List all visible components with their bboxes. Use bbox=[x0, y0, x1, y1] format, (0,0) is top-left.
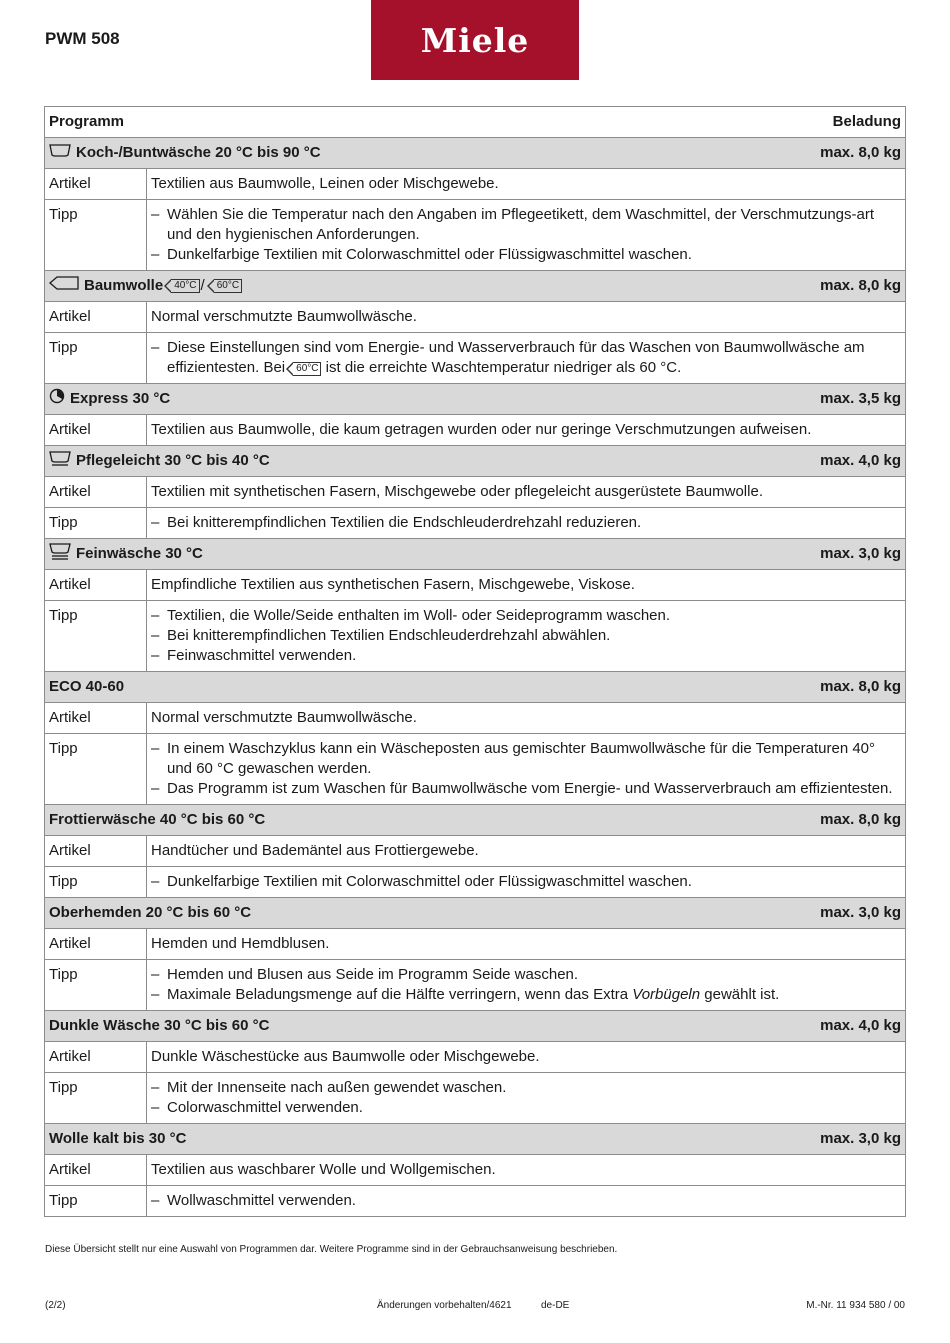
program-header-wolle-kalt bbox=[45, 1124, 906, 1155]
tipp-row bbox=[45, 1073, 906, 1124]
program-header-koch-buntwaesche bbox=[45, 138, 906, 169]
artikel-label: Artikel bbox=[45, 703, 147, 734]
artikel-row bbox=[45, 836, 906, 867]
tipp-label: Tipp bbox=[45, 601, 147, 672]
tipp-label: Tipp bbox=[45, 508, 147, 539]
program-load: max. 8,0 kg bbox=[820, 811, 901, 828]
program-load: max. 4,0 kg bbox=[820, 452, 901, 469]
footer-changes: Änderungen vorbehalten/4621 bbox=[377, 1300, 512, 1311]
program-header-dunkle-waesche bbox=[45, 1011, 906, 1042]
miele-logo: Miele bbox=[371, 0, 579, 80]
tipp-label: Tipp bbox=[45, 867, 147, 898]
tub-icon bbox=[49, 143, 71, 163]
model-name: PWM 508 bbox=[45, 29, 120, 48]
column-header-load: Beladung bbox=[832, 113, 901, 130]
footer-language: de-DE bbox=[541, 1300, 570, 1311]
artikel-text: Textilien aus waschbarer Wolle und Wollgemischen. bbox=[147, 1155, 906, 1186]
artikel-label: Artikel bbox=[45, 1155, 147, 1186]
column-header-program: Programm bbox=[49, 113, 125, 130]
tipp-item: – Hemden und Blusen aus Seide im Programm Seide waschen. bbox=[151, 966, 579, 983]
footer-page-number: (2/2) bbox=[45, 1300, 66, 1311]
tipp-item: – Colorwaschmittel verwenden. bbox=[151, 1099, 363, 1116]
program-name: Oberhemden 20 °C bis 60 °C bbox=[49, 904, 252, 921]
program-load: max. 8,0 kg bbox=[820, 277, 901, 294]
tipp-row bbox=[45, 867, 906, 898]
artikel-row bbox=[45, 302, 906, 333]
artikel-label: Artikel bbox=[45, 477, 147, 508]
program-load: max. 3,0 kg bbox=[820, 1130, 901, 1147]
tipp-item: – Diese Einstellungen sind vom Energie- und Wasserverbrauch für das Waschen von Baumwollwäsche am effizientesten. Bei 60°C ist die erreichte Waschtemperatur niedriger als 60 °C. bbox=[151, 339, 865, 376]
program-load: max. 4,0 kg bbox=[820, 1017, 901, 1034]
tipp-item: – Bei knitterempfindlichen Textilien die Endschleuderdrehzahl reduzieren. bbox=[151, 514, 642, 531]
tipp-row bbox=[45, 601, 906, 672]
program-header-baumwolle bbox=[45, 271, 906, 302]
artikel-row bbox=[45, 570, 906, 601]
tipp-row bbox=[45, 200, 906, 271]
footer-document-number: M.-Nr. 11 934 580 / 00 bbox=[806, 1300, 905, 1311]
tipp-label: Tipp bbox=[45, 200, 147, 271]
tipp-item: – Mit der Innenseite nach außen gewendet waschen. bbox=[151, 1079, 507, 1096]
temp-60-icon: 60°C bbox=[214, 279, 242, 293]
program-load: max. 8,0 kg bbox=[820, 144, 901, 161]
temp-40-icon: 40°C bbox=[171, 279, 199, 293]
program-name: Baumwolle bbox=[84, 277, 164, 294]
tipp-row bbox=[45, 333, 906, 384]
tipp-item: – Das Programm ist zum Waschen für Baumwollwäsche vom Energie- und Wasserverbrauch am effizientesten. bbox=[151, 780, 893, 797]
artikel-label: Artikel bbox=[45, 836, 147, 867]
tipp-item: – Maximale Beladungsmenge auf die Hälfte verringern, wenn das Extra Vorbügeln gewählt ist. bbox=[151, 986, 780, 1003]
tipp-label: Tipp bbox=[45, 333, 147, 384]
program-header-pflegeleicht bbox=[45, 446, 906, 477]
artikel-text: Dunkle Wäschestücke aus Baumwolle oder Mischgewebe. bbox=[147, 1042, 906, 1073]
easy-care-tub-icon bbox=[49, 450, 71, 472]
artikel-label: Artikel bbox=[45, 570, 147, 601]
program-name: Feinwäsche 30 °C bbox=[76, 545, 203, 562]
artikel-row bbox=[45, 477, 906, 508]
program-name: Koch-/Buntwäsche 20 °C bis 90 °C bbox=[76, 144, 321, 161]
artikel-label: Artikel bbox=[45, 929, 147, 960]
tipp-item: – Bei knitterempfindlichen Textilien Endschleuderdrehzahl abwählen. bbox=[151, 627, 611, 644]
program-load: max. 3,0 kg bbox=[820, 904, 901, 921]
tipp-item: – Wählen Sie die Temperatur nach den Angaben im Pflegeetikett, dem Waschmittel, der Verschmutzungs-art und den hygienischen Anforderungen. bbox=[151, 206, 875, 243]
program-name: Pflegeleicht 30 °C bis 40 °C bbox=[76, 452, 270, 469]
express-clock-icon bbox=[49, 388, 65, 410]
artikel-text: Hemden und Hemdblusen. bbox=[147, 929, 906, 960]
program-header-eco-40-60 bbox=[45, 672, 906, 703]
tipp-item: – In einem Waschzyklus kann ein Wäscheposten aus gemischter Baumwollwäsche für die Temperaturen 40° und 60 °C gewaschen werden. bbox=[151, 740, 876, 777]
program-header-express bbox=[45, 384, 906, 415]
program-name: Express 30 °C bbox=[70, 390, 171, 407]
cotton-tag-icon bbox=[49, 276, 79, 296]
artikel-label: Artikel bbox=[45, 415, 147, 446]
program-load: max. 8,0 kg bbox=[820, 678, 901, 695]
tipp-row bbox=[45, 734, 906, 805]
artikel-text: Textilien aus Baumwolle, Leinen oder Mischgewebe. bbox=[147, 169, 906, 200]
tipp-item: – Wollwaschmittel verwenden. bbox=[151, 1192, 356, 1209]
program-name: Wolle kalt bis 30 °C bbox=[49, 1130, 187, 1147]
program-header-frottierwaesche bbox=[45, 805, 906, 836]
artikel-row bbox=[45, 169, 906, 200]
tipp-item: – Dunkelfarbige Textilien mit Colorwaschmittel oder Flüssigwaschmittel waschen. bbox=[151, 246, 692, 263]
tipp-label: Tipp bbox=[45, 1073, 147, 1124]
program-name: Dunkle Wäsche 30 °C bis 60 °C bbox=[49, 1017, 270, 1034]
artikel-label: Artikel bbox=[45, 1042, 147, 1073]
artikel-label: Artikel bbox=[45, 302, 147, 333]
program-table bbox=[44, 106, 906, 1217]
artikel-text: Normal verschmutzte Baumwollwäsche. bbox=[147, 703, 906, 734]
tipp-item: – Textilien, die Wolle/Seide enthalten im Woll- oder Seideprogramm waschen. bbox=[151, 607, 671, 624]
artikel-text: Textilien aus Baumwolle, die kaum getragen wurden oder nur geringe Verschmutzungen aufweisen. bbox=[147, 415, 906, 446]
temp-60-icon: 60°C bbox=[293, 362, 321, 376]
artikel-text: Handtücher und Bademäntel aus Frottiergewebe. bbox=[147, 836, 906, 867]
tipp-item: – Dunkelfarbige Textilien mit Colorwaschmittel oder Flüssigwaschmittel waschen. bbox=[151, 873, 692, 890]
program-name: Frottierwäsche 40 °C bis 60 °C bbox=[49, 811, 266, 828]
artikel-text: Normal verschmutzte Baumwollwäsche. bbox=[147, 302, 906, 333]
program-header-oberhemden bbox=[45, 898, 906, 929]
artikel-text: Empfindliche Textilien aus synthetischen Fasern, Mischgewebe, Viskose. bbox=[147, 570, 906, 601]
tipp-row bbox=[45, 960, 906, 1011]
tipp-item: – Feinwaschmittel verwenden. bbox=[151, 647, 357, 664]
tipp-row bbox=[45, 1186, 906, 1217]
artikel-row bbox=[45, 703, 906, 734]
artikel-row bbox=[45, 1155, 906, 1186]
program-load: max. 3,5 kg bbox=[820, 390, 901, 407]
artikel-row bbox=[45, 415, 906, 446]
artikel-row bbox=[45, 929, 906, 960]
artikel-row bbox=[45, 1042, 906, 1073]
tipp-label: Tipp bbox=[45, 960, 147, 1011]
program-load: max. 3,0 kg bbox=[820, 545, 901, 562]
program-name: ECO 40-60 bbox=[49, 678, 125, 695]
tipp-label: Tipp bbox=[45, 734, 147, 805]
program-header-feinwaesche bbox=[45, 539, 906, 570]
table-header-row bbox=[45, 107, 906, 138]
artikel-label: Artikel bbox=[45, 169, 147, 200]
tipp-label: Tipp bbox=[45, 1186, 147, 1217]
artikel-text: Textilien mit synthetischen Fasern, Mischgewebe oder pflegeleicht ausgerüstete Baumwolle. bbox=[147, 477, 906, 508]
overview-note: Diese Übersicht stellt nur eine Auswahl von Programmen dar. Weitere Programme sind in der Gebrauchsanweisung beschrieben. bbox=[45, 1244, 618, 1255]
tipp-row bbox=[45, 508, 906, 539]
tag-separator: / bbox=[200, 277, 205, 294]
delicates-tub-icon bbox=[49, 542, 71, 566]
